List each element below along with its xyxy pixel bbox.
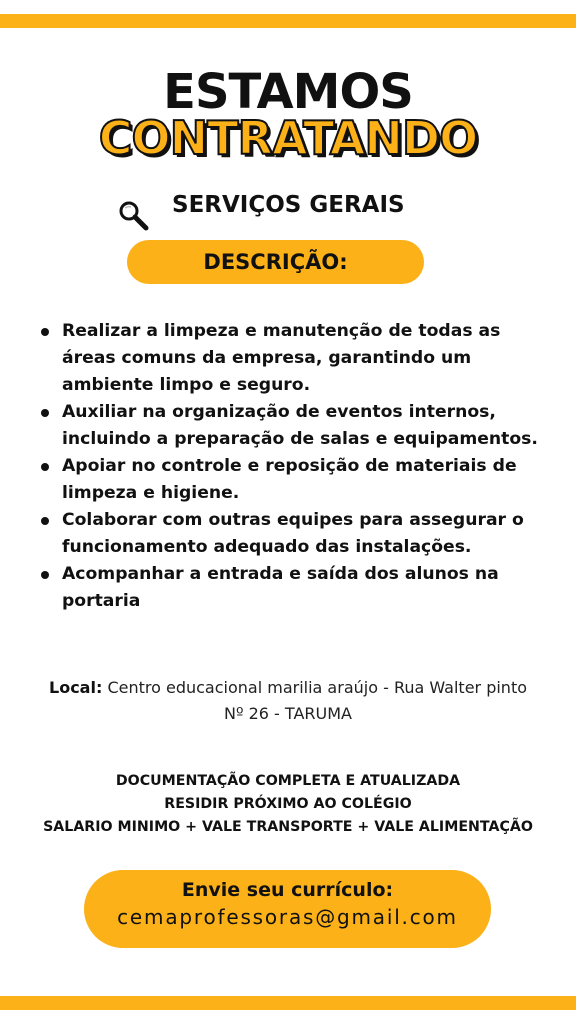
headline-contratando: CONTRATANDO — [98, 111, 478, 165]
duty-text: Apoiar no controle e reposição de materiais de limpeza e higiene. — [62, 456, 517, 503]
requirement-line: DOCUMENTAÇÃO COMPLETA E ATUALIZADA — [115, 773, 461, 789]
duty-text: Auxiliar na organização de eventos internos, incluindo a preparação de salas e equipamentos. — [62, 402, 538, 449]
list-item — [38, 399, 548, 453]
list-item — [38, 507, 548, 561]
requirement-line: RESIDIR PRÓXIMO AO COLÉGIO — [164, 796, 412, 812]
location-label: Local: — [49, 678, 103, 697]
apply-email-link[interactable]: cemaprofessoras@gmail.com — [117, 905, 458, 929]
role-row — [0, 190, 576, 230]
location-info — [40, 675, 536, 727]
duty-text: Colaborar com outras equipes para assegurar o funcionamento adequado das instalações. — [62, 510, 524, 557]
list-item — [38, 561, 548, 615]
search-icon — [116, 198, 150, 232]
location-text: Centro educacional marilia araújo - Rua Walter pinto Nº 26 - TARUMA — [107, 678, 527, 723]
role-title: SERVIÇOS GERAIS — [172, 192, 405, 218]
requirement-line: SALARIO MINIMO + VALE TRANSPORTE + VALE ALIMENTAÇÃO — [43, 819, 533, 835]
list-item — [38, 318, 548, 399]
duty-text: Realizar a limpeza e manutenção de todas as áreas comuns da empresa, garantindo um ambiente limpo e seguro. — [62, 321, 501, 395]
duty-text: Acompanhar a entrada e saída dos alunos na portaria — [62, 564, 499, 611]
description-label: DESCRIÇÃO: — [127, 240, 424, 284]
requirements — [0, 770, 576, 839]
bullet-icon — [41, 517, 49, 525]
headline-estamos: ESTAMOS — [163, 64, 413, 120]
list-item — [38, 453, 548, 507]
bullet-icon — [41, 328, 49, 336]
bullet-icon — [41, 463, 49, 471]
bullet-icon — [41, 571, 49, 579]
apply-callout — [84, 870, 491, 948]
bullet-icon — [41, 409, 49, 417]
apply-label: Envie seu currículo: — [181, 879, 394, 901]
top-accent-bar — [0, 14, 576, 28]
bottom-accent-bar — [0, 996, 576, 1010]
duties-list — [38, 318, 548, 615]
